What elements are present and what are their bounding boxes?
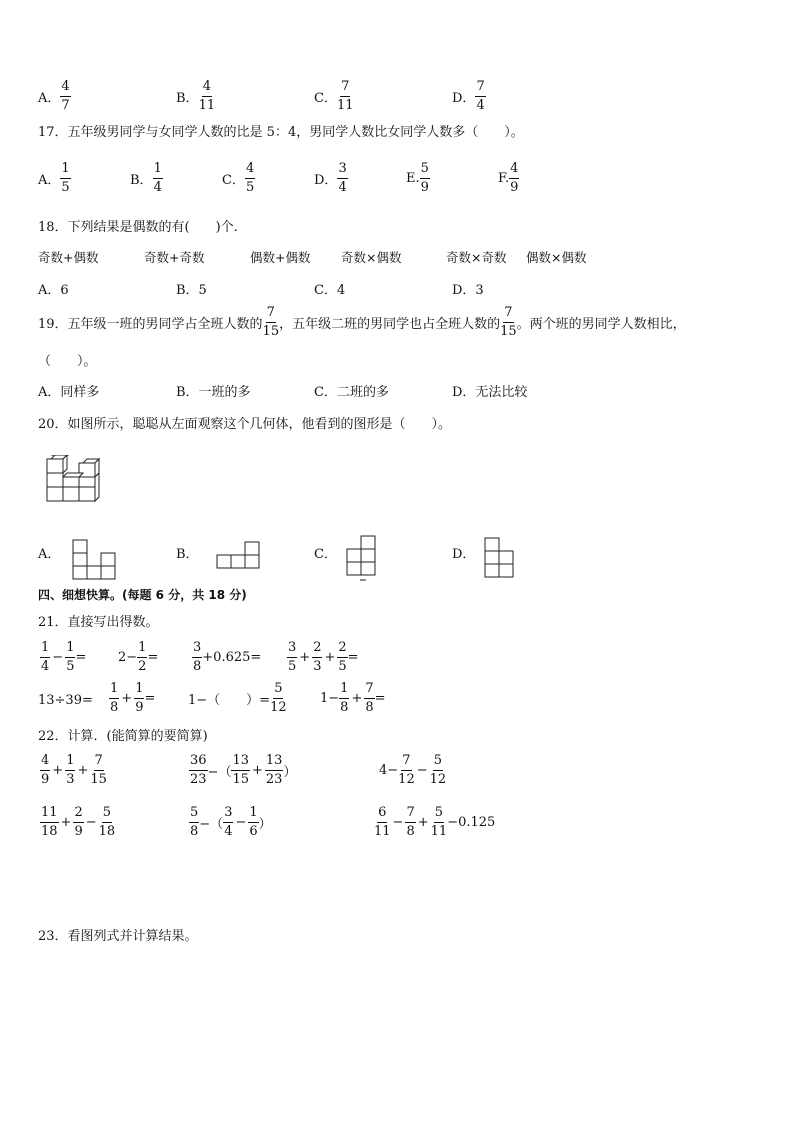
operator: − — [416, 762, 428, 778]
q20-option-c-label[interactable]: C． — [314, 547, 337, 562]
q19-option-b[interactable]: B．一班的多 — [176, 385, 251, 400]
operator: + — [52, 762, 64, 778]
expr-part: −0.125 — [447, 814, 496, 830]
q16-option-a[interactable] — [38, 80, 71, 112]
option-letter: C． — [314, 90, 337, 106]
operator: + — [417, 814, 429, 830]
fraction: $\frac{36}{23}$ — [190, 753, 207, 787]
q17-question: 17．五年级男同学与女同学人数的比是 5：4，男同学人数比女同学人数多（ ）。 — [38, 125, 524, 140]
option-letter: A． — [38, 172, 61, 188]
fraction: $\frac{7}{12}$ — [398, 753, 415, 787]
fraction: $\frac{1}{5}$ — [61, 161, 70, 195]
q21-question: 21．直接写出得数。 — [38, 615, 159, 630]
q18-item: 奇数×奇数 — [446, 250, 507, 265]
operator: − — [392, 814, 404, 830]
q22-question: 22．计算．(能简算的要简算) — [38, 729, 208, 744]
q17-option-c[interactable] — [222, 162, 255, 194]
fraction: $\frac{3}{5}$ — [288, 640, 297, 674]
operator: + — [351, 690, 363, 706]
q21-expr-7[interactable] — [188, 682, 287, 714]
fraction: $\frac{6}{11}$ — [374, 805, 391, 839]
fraction: $\frac{1}{5}$ — [66, 640, 75, 674]
fraction: $\frac{4}{5}$ — [245, 161, 255, 195]
option-letter: D． — [452, 90, 476, 106]
equals: = — [347, 649, 359, 665]
q20-question: 20．如图所示，聪聪从左面观察这个几何体，他看到的图形是（ ）。 — [38, 417, 452, 432]
fraction: $\frac{1}{9}$ — [135, 681, 144, 715]
q21-expr-4[interactable] — [287, 641, 359, 673]
q17-option-b[interactable] — [130, 162, 163, 194]
q16-option-b[interactable] — [176, 80, 215, 112]
fraction: $\frac{7}{8}$ — [406, 805, 415, 839]
operator: − — [52, 649, 64, 665]
q16-option-c[interactable] — [314, 80, 354, 112]
option-letter: A． — [38, 90, 61, 106]
q21-expr-3[interactable] — [192, 641, 261, 673]
q21-expr-2[interactable] — [118, 641, 158, 673]
fraction: $\frac{11}{18}$ — [41, 805, 58, 839]
q19-option-c[interactable]: C．二班的多 — [314, 385, 389, 400]
fraction: $\frac{7}{8}$ — [365, 681, 374, 715]
q23-question: 23．看图列式并计算结果。 — [38, 929, 198, 944]
q18-item: 偶数+偶数 — [250, 250, 311, 265]
option-letter: B． — [130, 172, 153, 188]
fraction: $\frac{1}{8}$ — [340, 681, 349, 715]
expr-part: +0.625= — [202, 649, 262, 665]
q22-expr-3[interactable] — [379, 754, 446, 786]
option-letter: E. — [406, 170, 420, 186]
q19-option-a[interactable]: A．同样多 — [38, 385, 100, 400]
q20-option-b-label[interactable]: B． — [176, 547, 199, 562]
q20-option-a-label[interactable]: A． — [38, 547, 61, 562]
q19-option-d[interactable]: D．无法比较 — [452, 385, 528, 400]
q19-text-part: 19．五年级一班的男同学占全班人数的 — [38, 316, 263, 332]
q18-item: 奇数+奇数 — [144, 250, 205, 265]
q22-expr-2[interactable] — [189, 754, 296, 786]
cube-solid-figure — [42, 455, 112, 507]
q18-item: 奇数×偶数 — [341, 250, 402, 265]
operator: + — [299, 649, 311, 665]
q18-question: 18．下列结果是偶数的有( )个. — [38, 220, 238, 235]
q20-option-d-label[interactable]: D． — [452, 547, 476, 562]
q17-option-d[interactable] — [314, 162, 348, 194]
q18-option-d[interactable]: D．3 — [452, 283, 484, 298]
q18-item: 偶数×偶数 — [526, 250, 587, 265]
fraction: $\frac{1}{8}$ — [110, 681, 119, 715]
expr-part: −（ — [207, 764, 232, 780]
equals: = — [374, 690, 386, 706]
q22-expr-5[interactable] — [189, 806, 272, 838]
fraction: $\frac{1}{6}$ — [249, 805, 258, 839]
equals: = — [144, 690, 156, 706]
q21-expr-6[interactable] — [109, 682, 155, 714]
expr-part: 2− — [118, 649, 138, 665]
fraction: $\frac{5}{18}$ — [98, 805, 116, 839]
q19-text-part: ，五年级二班的男同学也占全班人数的 — [279, 316, 501, 332]
fraction: $\frac{5}{8}$ — [190, 805, 199, 839]
fraction: $\frac{13}{23}$ — [265, 753, 283, 787]
equals: = — [75, 649, 87, 665]
section-heading: 四、细想快算。(每题 6 分，共 18 分) — [38, 588, 247, 602]
fraction: $\frac{3}{4}$ — [338, 161, 347, 195]
option-letter: C． — [222, 172, 245, 188]
q21-expr-1[interactable] — [40, 641, 86, 673]
expr-part: 1−（ ）= — [188, 692, 271, 708]
fraction: $\frac{4}{11}$ — [198, 79, 216, 113]
q20-option-a-figure[interactable] — [72, 539, 116, 581]
q18-item: 奇数+偶数 — [38, 250, 99, 265]
q22-expr-1[interactable] — [40, 754, 107, 786]
fraction: $\frac{4}{9}$ — [41, 753, 50, 787]
q20-option-b-figure[interactable] — [216, 541, 260, 571]
q17-option-a[interactable] — [38, 162, 71, 194]
q18-option-c[interactable]: C．4 — [314, 283, 346, 298]
fraction: $\frac{2}{9}$ — [74, 805, 83, 839]
q22-expr-6[interactable] — [374, 806, 495, 838]
expr-part: −（ — [199, 816, 224, 832]
q19-blank: （ ）。 — [38, 354, 97, 369]
operator: − — [235, 814, 247, 830]
equals: = — [147, 649, 159, 665]
expr-part: ） — [258, 816, 272, 832]
q17-option-e[interactable] — [406, 162, 430, 194]
fraction: $\frac{7}{15}$ — [90, 753, 107, 787]
fraction: $\frac{2}{5}$ — [338, 640, 347, 674]
option-letter: B． — [176, 90, 199, 106]
fraction: $\frac{5}{12}$ — [270, 681, 287, 715]
q20-option-c-figure[interactable] — [346, 535, 378, 581]
option-letter: F. — [498, 170, 510, 186]
operator: + — [60, 814, 72, 830]
fraction: $\frac{1}{2}$ — [138, 640, 147, 674]
operator: + — [324, 649, 336, 665]
operator: + — [77, 762, 89, 778]
q16-option-d[interactable] — [452, 80, 486, 112]
q18-option-b[interactable]: B．5 — [176, 283, 207, 298]
operator: − — [85, 814, 97, 830]
fraction: $\frac{5}{11}$ — [430, 805, 448, 839]
fraction: $\frac{5}{12}$ — [429, 753, 447, 787]
fraction: $\frac{1}{4}$ — [41, 640, 50, 674]
fraction: $\frac{7}{15}$ — [262, 305, 280, 339]
fraction: $\frac{4}{9}$ — [510, 161, 519, 195]
q20-option-d-figure[interactable] — [484, 537, 516, 581]
operator: + — [252, 762, 263, 778]
fraction: $\frac{7}{4}$ — [476, 79, 485, 113]
fraction: $\frac{7}{15}$ — [500, 305, 517, 339]
fraction: $\frac{1}{3}$ — [66, 753, 75, 787]
expr-part: 4− — [379, 762, 399, 778]
q21-expr-5[interactable]: 13÷39= — [38, 693, 93, 708]
fraction: $\frac{4}{7}$ — [61, 79, 70, 113]
fraction: $\frac{13}{15}$ — [232, 753, 249, 787]
fraction: $\frac{5}{9}$ — [420, 161, 429, 195]
q21-expr-8[interactable] — [320, 682, 386, 714]
q19-question — [38, 306, 686, 338]
operator: + — [121, 690, 133, 706]
q22-expr-4[interactable] — [40, 806, 115, 838]
expr-part: ） — [283, 764, 297, 780]
fraction: $\frac{7}{11}$ — [336, 79, 354, 113]
fraction: $\frac{3}{8}$ — [193, 640, 202, 674]
option-letter: D． — [314, 172, 338, 188]
fraction: $\frac{1}{4}$ — [153, 161, 162, 195]
fraction: $\frac{2}{3}$ — [313, 640, 322, 674]
q17-option-f[interactable] — [498, 162, 519, 194]
q19-text-part: 。两个班的男同学人数相比， — [516, 316, 686, 332]
expr-part: 1− — [320, 690, 340, 706]
q18-option-a[interactable]: A．6 — [38, 283, 69, 298]
fraction: $\frac{3}{4}$ — [224, 805, 233, 839]
